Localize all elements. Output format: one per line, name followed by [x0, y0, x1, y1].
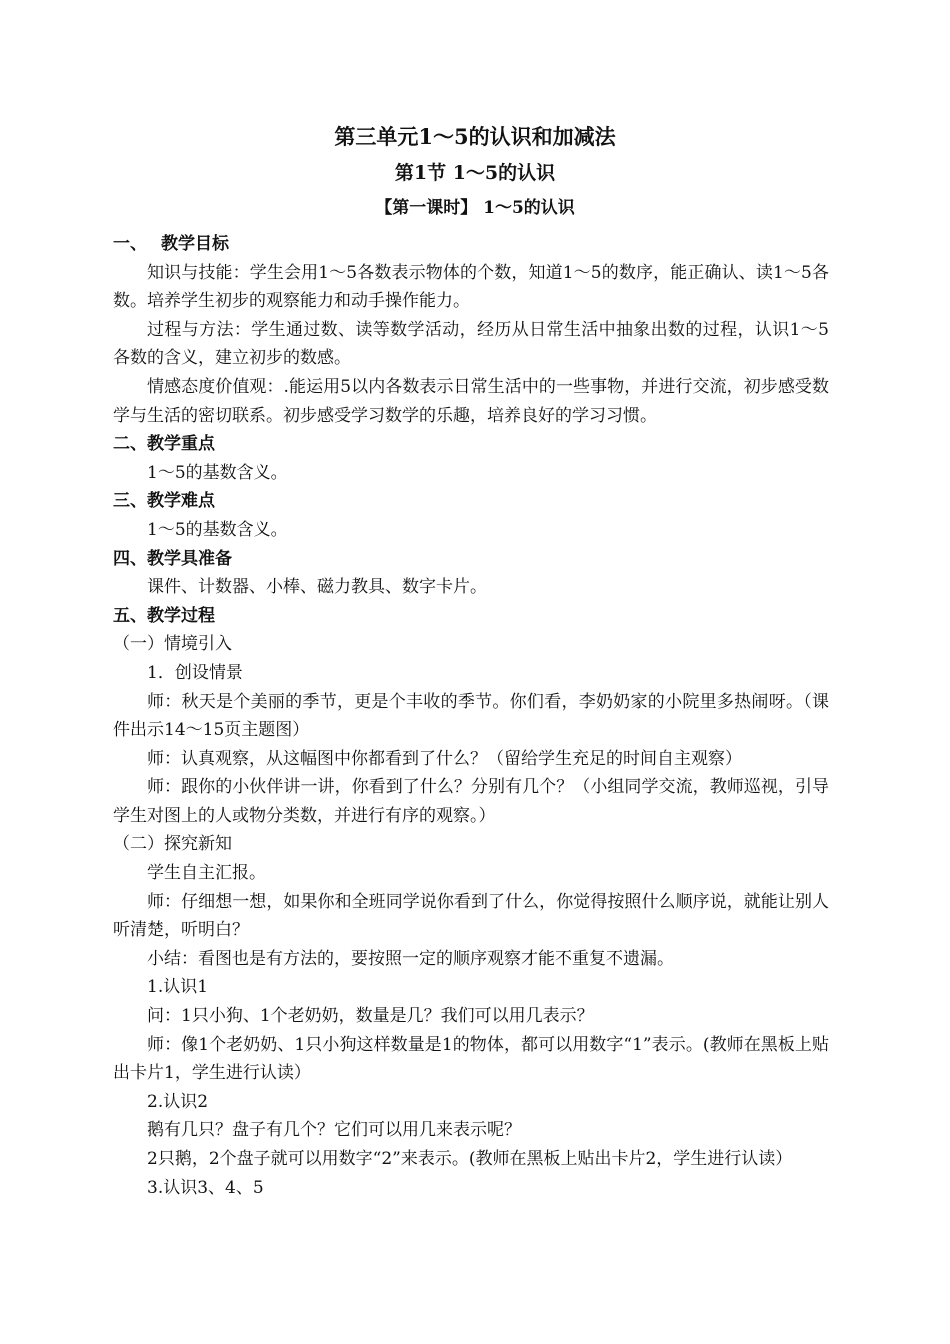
- part2-s2-question: 鹅有几只？盘子有几个？它们可以用几来表示呢？: [147, 1120, 521, 1141]
- part2-s2-answer: 2只鹅，2个盘子就可以用数字“2”来表示。(教师在黑板上贴出卡片2，学生进行认读）: [147, 1149, 793, 1169]
- lesson-title: 【第一课时】 1～5的认识: [375, 198, 575, 218]
- heading-process: 五、教学过程: [113, 605, 215, 626]
- part2-title: （二）探究新知: [113, 834, 232, 855]
- part2-s2-title: 2.认识2: [147, 1091, 209, 1112]
- heading-goals: [113, 230, 829, 259]
- part2-p3: 小结：看图也是有方法的，要按照一定的顺序观察才能不重复不遗漏。: [147, 948, 674, 969]
- part1-step: 1．创设情景: [147, 662, 243, 683]
- part1-p3: 师：跟你的小伙伴讲一讲，你看到了什么？分别有几个？（小组同学交流，教师巡视，引导学生对图上的人或物分类数，并进行有序的观察。）: [113, 777, 829, 826]
- heading-goals-title: 教学目标: [161, 234, 229, 254]
- goal-emotion: 情感态度价值观：.能运用5以内各数表示日常生活中的一些事物，并进行交流，初步感受数学与生活的密切联系。初步感受学习数学的乐趣，培养良好的学习习惯。: [113, 376, 829, 426]
- heading-difficulties: 三、教学难点: [113, 491, 215, 512]
- part2-p2: 师：仔细想一想，如果你和全班同学说你看到了什么，你觉得按照什么顺序说，就能让别人听清楚，听明白？: [113, 891, 829, 941]
- materials-text: 课件、计数器、小棒、磁力教具、数字卡片。: [147, 577, 487, 598]
- section-title: 第1节 1～5的认识: [394, 162, 556, 184]
- part2-p1: 学生自主汇报。: [147, 863, 266, 884]
- part2-s1-answer: 师：像1个老奶奶、1只小狗这样数量是1的物体，都可以用数字“1”表示。(教师在黑板上贴出卡片1，学生进行认读）: [113, 1034, 829, 1084]
- goal-knowledge: 知识与技能：学生会用1～5各数表示物体的个数，知道1～5的数序，能正确认、读1～5各数。培养学生初步的观察能力和动手操作能力。: [113, 262, 829, 312]
- part1-p1: 师：秋天是个美丽的季节，更是个丰收的季节。你们看，李奶奶家的小院里多热闹呀。（课件出示14～15页主题图）: [113, 691, 829, 741]
- key-points-text: 1～5的基数含义。: [147, 462, 288, 483]
- heading-key-points: 二、教学重点: [113, 434, 215, 455]
- unit-title: 第三单元1～5的认识和加减法: [334, 124, 616, 149]
- part1-title: （一）情境引入: [113, 634, 232, 655]
- part1-p2: 师：认真观察，从这幅图中你都看到了什么？（留给学生充足的时间自主观察）: [147, 748, 742, 769]
- part2-s1-title: 1.认识1: [147, 977, 209, 998]
- part2-s1-question: 问：1只小狗、1个老奶奶，数量是几？我们可以用几表示？: [147, 1006, 594, 1027]
- part2-s3-title: 3.认识3、4、5: [147, 1177, 264, 1198]
- document-body: [113, 230, 829, 1202]
- goal-process: 过程与方法：学生通过数、读等数学活动，经历从日常生活中抽象出数的过程，认识1～5各数的含义，建立初步的数感。: [113, 319, 829, 369]
- heading-goals-number: 一、: [113, 234, 147, 254]
- heading-materials: 四、教学具准备: [113, 548, 232, 569]
- difficulties-text: 1～5的基数含义。: [147, 519, 288, 540]
